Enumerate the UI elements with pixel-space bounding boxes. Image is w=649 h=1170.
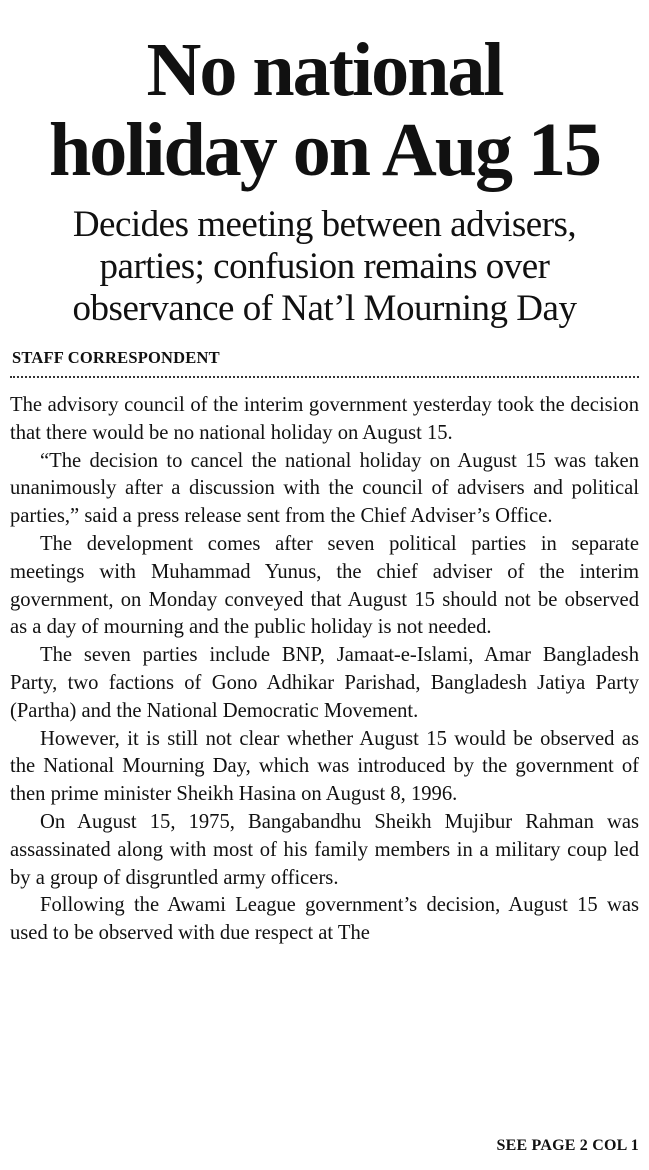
dotted-divider (10, 376, 639, 378)
headline (10, 30, 639, 190)
paragraph-4: The seven parties include BNP, Jamaat-e-Islami, Amar Bangladesh Party, two factions of Gono Adhikar Parishad, Bangladesh Jatiya Party (Partha) and the National Democratic Movement. (10, 644, 639, 722)
paragraph-1: The advisory council of the interim government yesterday took the decision that there would be no national holiday on August 15. (10, 394, 639, 444)
byline: STAFF CORRESPONDENT (12, 348, 220, 367)
subhead-line-3: observance of Nat’l Mourning Day (72, 288, 577, 329)
subhead-line-1: Decides meeting between advisers, (72, 204, 577, 245)
subhead-line-2: parties; confusion remains over (99, 246, 550, 287)
article (10, 0, 639, 948)
paragraph-5: However, it is still not clear whether August 15 would be observed as the National Mourning Day, which was introduced by the government of then prime minister Sheikh Hasina on August 8, 1996. (10, 727, 639, 806)
subheadline (10, 204, 639, 330)
continued-on-page: SEE PAGE 2 COL 1 (496, 1137, 639, 1154)
article-body (10, 392, 639, 948)
paragraph-6: On August 15, 1975, Bangabandhu Sheikh Mujibur Rahman was assassinated along with most of his family members in a military coup led by a group of disgruntled army officers. (10, 810, 639, 889)
headline-line-1: No national (146, 28, 503, 112)
headline-line-2: holiday on Aug 15 (49, 108, 600, 192)
paragraph-7: Following the Awami League government’s decision, August 15 was used to be observed with due respect at The (10, 894, 639, 945)
paragraph-2: “The decision to cancel the national holiday on August 15 was taken unanimously after a discussion with the council of advisers and political parties,” said a press release sent from the Chief Adviser’s Office. (10, 449, 639, 528)
paragraph-3: The development comes after seven political parties in separate meetings with Muhammad Yunus, the chief adviser of the interim government, on Monday conveyed that August 15 should not be observed as a day of mourning and the public holiday is not needed. (10, 532, 639, 639)
